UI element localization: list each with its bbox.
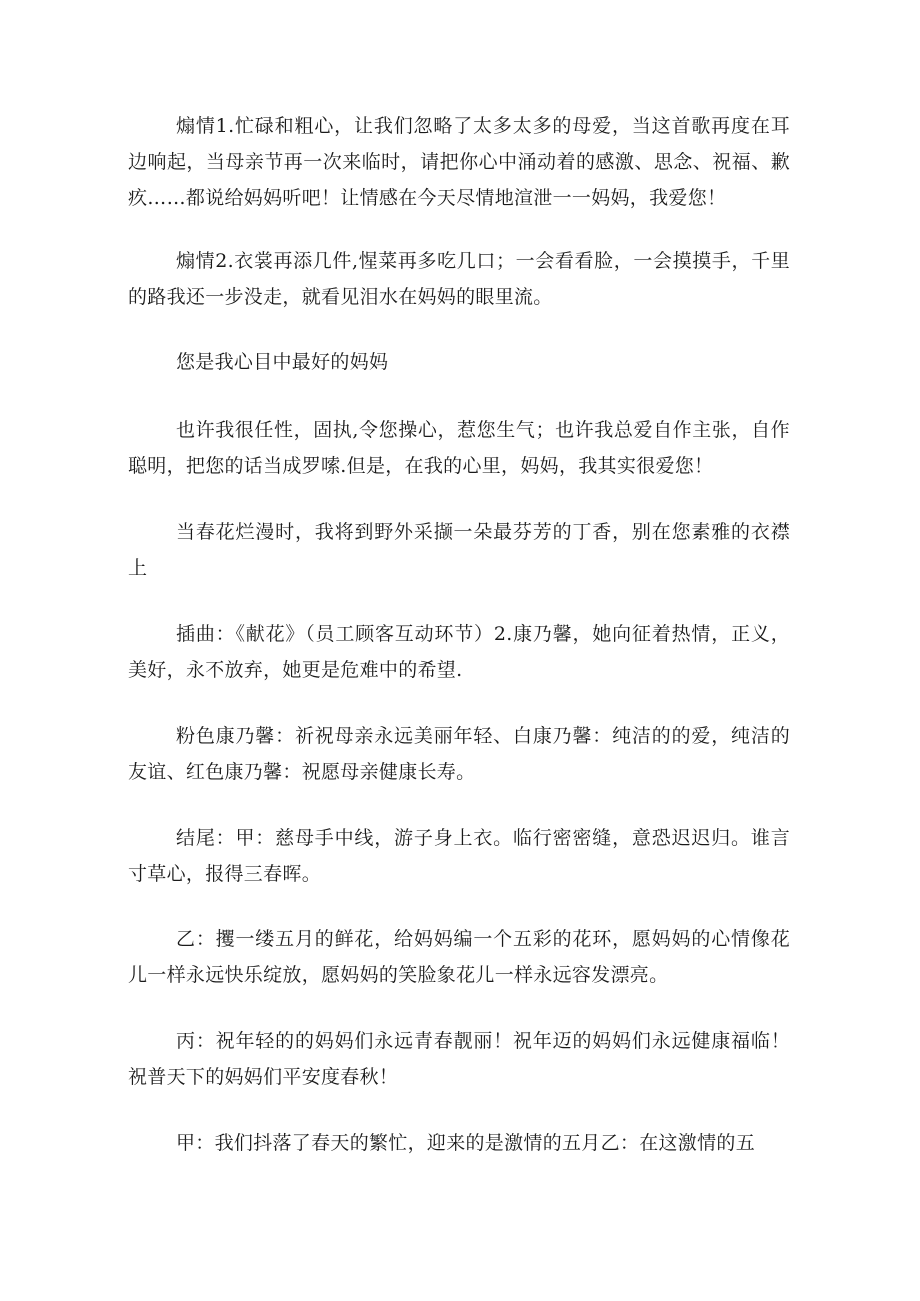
- paragraph-4: 也许我很任性，固执,令您操心，惹您生气；也许我总爱自作主张，自作聪明，把您的话当成罗嗦.但是，在我的心里，妈妈，我其实很爱您！: [128, 419, 790, 477]
- paragraph-6: 插曲：《献花》（员工顾客互动环节）2.康乃馨，她向征着热情，正义，美好，永不放弃，她更是危难中的希望.: [128, 623, 790, 681]
- paragraph-5: 当春花烂漫时，我将到野外采撷一朵最芬芳的丁香，别在您素雅的衣襟上: [128, 521, 790, 579]
- paragraph-7: 粉色康乃馨：祈祝母亲永远美丽年轻、白康乃馨：纯洁的的爱，纯洁的友谊、红色康乃馨：祝愿母亲健康长寿。: [128, 725, 790, 783]
- paragraph-8: 结尾：甲：慈母手中线，游子身上衣。临行密密缝，意恐迟迟归。谁言寸草心，报得三春晖。: [128, 827, 790, 885]
- paragraph-11: 甲：我们抖落了春天的繁忙，迎来的是激情的五月乙：在这激情的五: [176, 1132, 756, 1154]
- paragraph-2: 煽情2.衣裳再添几件,惺菜再多吃几口；一会看看脸，一会摸摸手，千里的路我还一步没走，就看见泪水在妈妈的眼里流。: [128, 250, 790, 308]
- paragraph-9: 乙：攫一缕五月的鲜花，给妈妈编一个五彩的花环，愿妈妈的心情像花儿一样永远快乐绽放，愿妈妈的笑脸象花儿一样永远容发漂亮。: [128, 928, 790, 986]
- paragraph-10: 丙：祝年轻的的妈妈们永远青春靓丽！祝年迈的妈妈们永远健康福临！祝普天下的妈妈们平安度春秋！: [128, 1030, 790, 1088]
- paragraph-1: 煽情1.忙碌和粗心，让我们忽略了太多太多的母爱，当这首歌再度在耳边响起，当母亲节再一次来临时，请把你心中涌动着的感激、思念、祝福、歉疚……都说给妈妈听吧！让情感在今天尽情地渲泄一一妈妈，我爱您！: [128, 115, 790, 209]
- paragraph-3: 您是我心目中最好的妈妈: [176, 351, 389, 373]
